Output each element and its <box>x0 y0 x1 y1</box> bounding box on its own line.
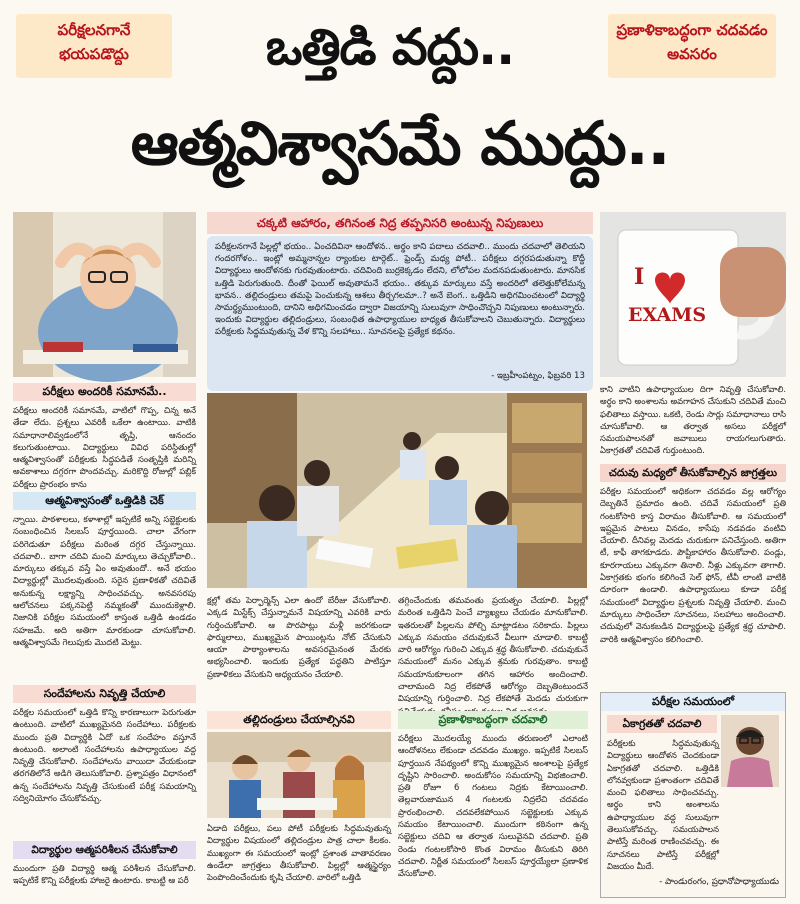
section-body-confidence: న్నాయి. పాఠశాలలు, కళాశాల్లో ఇప్పటికే అన్ని సబ్జెక్టులకు సంబంధించిన సిలబస్ పూర్తయింది. చాలా వేగంగా పరిగెడుతూ పరీక్షలు మరింత దగ్గర చేస్తున్నాయి. చదవాలి.. బాగా చదివి మంచి మార్కులు తెచ్చుకోవాలి.. మార్కులు తక్కువ వస్తే ఏం అవుతుందో.. అనే భయం విద్యార్థుల్లో మొదలవుతుంది. సరైన ప్రణాళికతో చదివితే అనుకున్న లక్ష్యాన్ని సాధించవచ్చు. అనవసరపు ఆలోచనలు పక్కనపెట్టి నమ్మకంతో ముందుకెళ్లాలి. నిజానికి పరీక్షల సమయంలో కాస్తంత ఒత్తిడి ఉండడం సహజమే. అది అతిగా మారకుండా చూసుకోవాలి. ఆత్మవిశ్వాసమే గెలుపుకు మొదటి మెట్టు. <box>13 514 196 647</box>
family-photo <box>207 732 391 818</box>
stressed-student-photo <box>13 212 196 377</box>
section-title-care: చదువు మధ్యలో తీసుకోవాల్సిన జాగ్రత్తలు <box>600 464 786 482</box>
section-title-introspection: విద్యార్థుల ఆత్మపరిశీలన చేసుకోవాలి <box>13 841 196 859</box>
intro-text: పరీక్షలనగానే పిల్లల్లో భయం.. ఏంచదివినా ఆందోళన.. అర్థం కాని పదాలు చదవాలి.. ముందు చదవాలో తెలియని గందరగోళం.. ఇంట్లో అమ్మనాన్నల ర్యాంకుల టార్గెట్.. ఫ్రెండ్స్ మధ్య పోటీ.. పరీక్షలు దగ్గరపడుతున్నా కొద్దీ విద్యార్థులు ఆందోళనకు గురవుతుంటారు. చదివింది బుర్రకెక్కడం లేదని, లోలోపల మదనపడుతుంటారు. మానసిక ఒత్తిడి పెరుగుతుంది. దీంతో ఫెయిల్ అవుతామనే భయం.. తక్కువ మార్కులు వస్తే అందరిలో తలెత్తుకోలేమన్న భావన.. తల్లిదండ్రులు తమపై పెంచుకున్న ఆశలు తీర్చగలమా..? అనే బెంగ.. ఒత్తిడిని అధిగమించటంలో విద్యార్థి సామర్థ్యముంటుంది, దానిని అధిగమించడం ద్వారా విజయాన్ని సులువుగా సాధించొచ్చని నిపుణులు అంటున్నారు. ఇందుకు విద్యార్థుల తల్లిదండ్రులు, సంబంధిత ఉపాధ్యాయుల బాధ్యత తీసుకోవాలని చెబుతున్నారు. విద్యార్థులు పరీక్షలకు సిద్ధమవుతున్న వేళ కొన్ని సలహాలు.. సూచనలపై ప్రత్యేక కథనం. <box>215 242 585 338</box>
section-body-continued: క్షల్లో తమ పెర్ఫార్మెన్స్ ఎలా ఉందో బేరీజు వేసుకోవాలి. ఎక్కడ మిస్టేక్స్ చేస్తున్నామనే విషయాన్ని ఎవరికి వారు గుర్తించుకోవాలి. ఆ పొరపాట్లు మళ్లీ జరగకుండా ఫార్ములాలు, ముఖ్యమైన పాయింట్లను నోట్ చేసుకుని ఆయా పాఠ్యాంశాలను అవసరమైనంత మేరకు అభ్యసించాలి. ఇందుకు ప్రత్యేక పద్ధతిని పాటిస్తూ ప్రణాళికలు వేసుకుని అధ్యయనం చేయాలి. <box>207 595 391 679</box>
expert-credit: - పాండురంగం, ప్రధానోపాధ్యాయుడు <box>659 877 779 887</box>
section-title-equal: పరీక్షలు అందరికీ సమానమే.. <box>13 383 196 401</box>
expert-photo <box>721 715 779 787</box>
section-body-planning: పరీక్షలు మొదలయ్యే ముందు తరుణంలో ఎలాంటి ఆందోళనలు లేకుండా చదవడం ముఖ్యం. ఇప్పటికే సిలబస్ పూర్తయిన నేపథ్యంలో కొన్ని ముఖ్యమైన అంశాలపై ప్రత్యేక దృష్టిని సారించాలి. అందుకోసం సమయాన్ని విభజించాలి. ప్రతి రోజూ 6 గంటలు నిద్రకు కేటాయించాలి. తెల్లవారుజామున 4 గంటలకు నిద్రలేచి చదవడం ప్రారంభించాలి. చదవలేకపోయిన సబ్జెక్టులకు ఎక్కువ సమయం కేటాయించాలి. ముందుగా కఠినంగా ఉన్న సబ్జెక్టులు చదివి ఆ తర్వాత సులువైనవి చదవాలి. ప్రతి రెండు గంటలకోసారి కొంత విరామం తీసుకుని తిరిగి చదవాలి. నిర్ణీత సమయంలో సిలబస్ పూర్తయ్యేలా ప్రణాళిక వేసుకోవాలి. <box>398 733 588 879</box>
intro-box <box>207 236 593 391</box>
section-body-introspection: ముందుగా ప్రతి విద్యార్థి ఆత్మ పరిశీలన చేసుకోవాలి. ఇప్పటికే కొన్ని పరీక్షలకు హాజరై ఉంటారు. కాబట్టి ఆ పరీ <box>13 863 196 886</box>
exams-mug-photo <box>600 212 786 377</box>
section-title-planning: ప్రణాళికాబద్ధంగా చదవాలి <box>398 711 588 729</box>
section-body-care: పరీక్షల సమయంలో అధికంగా చదవడం వల్ల ఆరోగ్యం దెబ్బతినే ప్రమాదం ఉంది. చదివే సమయంలో ప్రతి గంటకోసారి కాస్త విరామం తీసుకోవాలి. ఆ సమయంలో ఇష్టమైన పాటలు వినడం, కాసేపు నడవడం వంటివి చేయాలి. దీనివల్ల మెదడు చురుకుగా పనిచేస్తుంది. అతిగా టీ, కాఫీ తాగకూడదు. పౌష్టికాహారం తీసుకోవాలి. పండ్లు, కూరగాయలు ఎక్కువగా తినాలి. నీళ్లు ఎక్కువగా తాగాలి. ఏకాగ్రతకు భంగం కలిగించే సెల్ ఫోన్, టీవీ లాంటి వాటికి దూరంగా ఉండాలి. ఉపాధ్యాయులు కూడా పరీక్ష సమయంలో విద్యార్థుల ప్రశ్నలకు నివృత్తి చేయాలి. మంచి మార్కులు సాధించేలా సూచనలు, సలహాలు అందించాలి. చదువులో వెనుకబడిన విద్యార్థులపై ప్రత్యేక శ్రద్ధ చూపాలి. వారికి ఆత్మవిశ్వాసం కలిగించాలి. <box>600 486 786 644</box>
left-tag: పరీక్షలనగానే భయపడొద్దు <box>16 14 172 78</box>
section-title-parents: తల్లిదండ్రులు చేయాల్సినవి <box>207 711 391 729</box>
classroom-photo <box>207 393 587 588</box>
section-body-equal: పరీక్షలు అందరికీ సమానమే, వాటిలో గొప్ప, చిన్న అనే తేడా లేదు. ప్రశ్నలు ఎవరికీ ఒకేలా ఉంటాయి. వాటికి సమాధానాలివ్వడంలోనే తృప్తి, ఆనందం కలుగుతుంటాయి. విద్యార్థులు వివిధ పరిస్థితుల్లో ఆత్మవిశ్వాసంతో పరీక్షలకు సిద్ధపడితే సంతృప్తికి మరిన్ని అవకాశాలు దగ్గరగా పొందవచ్చు. మరికొద్ది రోజుల్లో పబ్లిక్ పరీక్షలు ప్రారంభం కాను <box>13 405 196 489</box>
right-tag: ప్రణాళికాబద్ధంగా చదవడం అవసరం <box>608 14 776 78</box>
section-body-health: తగ్గించేందుకు తమవంతు ప్రయత్నం చేయాలి. పిల్లల్లో మరింత ఒత్తిడిని పెంచే వ్యాఖ్యలు చేయడం మానుకోవాలి. ఇతరులతో పిల్లలను పోల్చి మాట్లాడటం సరికాదు. పిల్లలు ఎక్కువ సమయం చదువుకునే వీలుగా చూడాలి. కాబట్టి వారి ఆరోగ్యం గురించి ఎక్కువ శ్రద్ధ తీసుకోవాలి. చదువుకునే సమయంలో మనం ఎక్కువ శ్రమకు గురవుతాం. కాబట్టి సమయానుకూలంగా తగిన ఆహారం అందించాలి. చాలామంది నిద్ర లేకపోతే ఆరోగ్యం దెబ్బతింటుందనే విషయాన్ని గుర్తించాలి. నిద్ర లేకపోతే మెదడు చురుకుగా <box>398 595 588 704</box>
mug-letter: I <box>634 264 645 290</box>
expert-body: పరీక్షలకు సిద్ధమవుతున్న విద్యార్థులు ఆందోళన చెందకుండా ఏకాగ్రతతో చదవాలి. ఒత్తిడికి లోనవ్వకుండా ప్రశాంతంగా చదివితే మంచి ఫలితాలు సాధించవచ్చు. అర్థం కాని అంశాలను ఉపాధ్యాయుల వద్ద సులువుగా తెలుసుకోవచ్చు. సమయపాలన పాటిస్తే మరింత రాణించవచ్చు. ఈ సూచనలు పాటిస్తే పరీక్షల్లో విజయం మీదే. <box>607 738 719 871</box>
expert-subtitle: ఏకాగ్రతతో చదవాలి <box>607 715 717 733</box>
subheadline: చక్కటి ఆహారం, తగినంత నిద్ర తప్పనిసరి అంటున్న నిపుణులు <box>207 212 593 234</box>
section-body-parents: ఏడాది పరీక్షలు, పలు పోటీ పరీక్షలకు సిద్ధమవుతున్న విద్యార్థుల విషయంలో తల్లిదండ్రుల పాత్ర చాలా కీలకం. ముఖ్యంగా ఈ సమయంలో ఇంట్లో ప్రశాంత వాతావరణం ఉండేలా జాగ్రత్తలు తీసుకోవాలి. పిల్లల్లో ఆత్మస్థైర్యం పెంపొందించేందుకు కృషి చేయాలి. వారిలో ఒత్తిడి <box>207 823 391 883</box>
section-body-doubts: పరీక్షల సమయంలో ఒత్తిడి కొన్ని కారణాలుగా పెరుగుతూ ఉంటుంది. వాటిలో ముఖ్యమైనది సందేహాలు. పరీక్షలకు ముందు ప్రతి విద్యార్థికి ఏదో ఒక సందేహం వస్తూనే ఉంటుంది. అలాంటి సందేహాలను ఉపాధ్యాయుల వద్ద నివృత్తి చేసుకోవాలి. సందేహాలను వాయిదా వేయకుండా తరగతిలోనే అడిగి తెలుసుకోవాలి. ప్రశ్నాపత్రం విధానంలో ఉన్న సందేహాలను నివృత్తి చేసుకుంటే పరీక్ష సమయాన్ని సద్వినియోగం చేసుకోవచ్చు. <box>13 707 196 804</box>
headline-line2: ఆత్మవిశ్వాసమే ముద్దు.. <box>130 109 670 179</box>
headline-line1: ఒత్తిడి వద్దు.. <box>265 18 515 76</box>
section-title-confidence: ఆత్మవిశ్వాసంతో ఒత్తిడికి చెక్ <box>13 492 196 510</box>
dateline: - ఇబ్రహీంపట్నం, ఫిబ్రవరి 13 <box>491 371 585 381</box>
mug-word: EXAMS <box>628 304 707 326</box>
section-body-right-continued: కాని వాటిని ఉపాధ్యాయుల దిగా నివృత్తి చేసుకోవాలి. అర్థం కాని అంశాలను అవగాహన చేసుకుని చదివితే మంచి ఫలితాలు వస్తాయి. ఒకటి, రెండు సార్లు సమాధానాలు రాసి చూసుకోవాలి. ఆ తర్వాత అసలు పరీక్షలో సమయపాలనతో జవాబులు రాయగలుగుతారు. ఏకాగ్రతతో చదివితే గుర్తుంటుంది. <box>600 384 786 456</box>
expert-box <box>600 692 786 898</box>
section-title-doubts: సందేహాలను నివృత్తి చేయాలి <box>13 685 196 703</box>
expert-title: పరీక్షల సమయంలో <box>601 693 785 711</box>
